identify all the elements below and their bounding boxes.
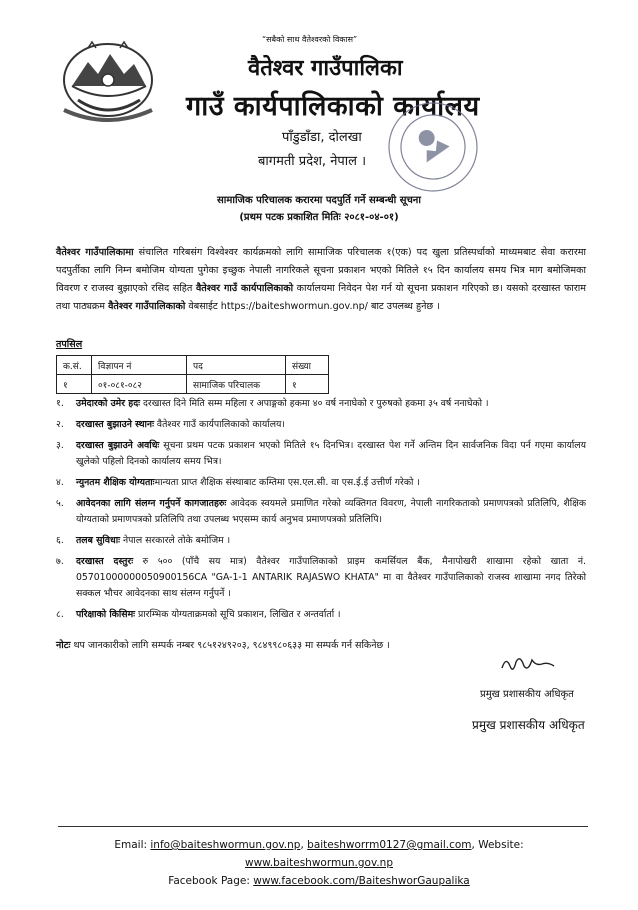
requirements-list <box>56 396 586 628</box>
table-header: विज्ञापन नं <box>92 356 187 375</box>
notice-subtitle: (प्रथम पटक प्रकाशित मितिः २०८१-०४-०१) <box>239 212 399 223</box>
item-label: तलब सुविधाः <box>76 535 121 546</box>
website-link[interactable]: www.baiteshwormun.gov.np <box>244 857 394 869</box>
item-number: ८. <box>56 609 64 620</box>
body-paragraph <box>56 244 586 316</box>
nepal-emblem-icon <box>58 40 158 122</box>
item-label: उमेदारको उमेर हदः <box>76 398 141 409</box>
table-cell: सामाजिक परिचालक <box>187 375 286 394</box>
email-label: Email: <box>114 839 151 851</box>
footer-line-1: Email: info@baiteshwormun.gov.np, baiteshworrm0127@gmail.com, Website: <box>114 839 524 851</box>
facebook-label: Facebook Page: <box>168 875 254 887</box>
list-item <box>56 496 586 528</box>
item-number: ६. <box>56 535 64 546</box>
item-text: रु ५०० (पाँचै सय मात्र) वैतेश्वर गाउँपालिकाको प्राइम कमर्सियल बैंक, मैनापोखरी शाखामा रहेको खाता नं. 05701000000050900156CA "GA-1-1 ANTARIK RAJASWO KHATA" मा वा वैतेश्वर गाउँपालिकाको राजस्व शाखामा नगद तिरेको सक्कल भौचर आवेदनका साथ संलग्न गर्नुपर्ने । <box>76 556 586 599</box>
footer-divider <box>58 826 588 827</box>
table-label: तपसिल <box>56 339 83 350</box>
item-number: २. <box>56 419 64 430</box>
email-link-1[interactable]: info@baiteshwormun.gov.np <box>150 839 301 851</box>
list-item <box>56 475 586 491</box>
office-title: गाउँ कार्यपालिकाको कार्यालय <box>186 91 480 122</box>
note-text: थप जानकारीको लागि सम्पर्क नम्बर ९८५१२४९२०३, ९८४९९८०६३३ मा सम्पर्क गर्न सकिनेछ । <box>70 640 390 651</box>
item-label: दरखास्त दस्तुरः <box>76 556 134 567</box>
address-line-2: बागमती प्रदेश, नेपाल । <box>258 154 367 169</box>
item-text: नेपाल सरकारले तोके बमोजिम । <box>120 535 231 546</box>
table-cell: ०१-०८१-०८२ <box>92 375 187 394</box>
body-office-bold: वैतेश्वर गाउँ कार्यपालिकाको <box>195 283 294 294</box>
signature-icon <box>498 652 558 676</box>
list-item <box>56 607 586 623</box>
facebook-link[interactable]: www.facebook.com/BaiteshworGaupalika <box>253 875 470 887</box>
office-name: वैतेश्वर गाउँपालिका <box>248 56 403 81</box>
item-label: न्युनतम शैक्षिक योग्यताः <box>76 477 155 488</box>
item-text: आवेदक स्वयमले प्रमाणित गरेको व्यक्तिगत विवरण, नेपाली नागरिकताको प्रमाणपत्रको प्रतिलिपि, शैक्षिक योग्यताको प्रमाणपत्रको प्रतिलिपि तथा उपलब्ध भएसम्म कार्य अनुभव प्रमाणपत्रको प्रतिलिपि। <box>76 498 586 525</box>
table-cell: १ <box>286 375 329 394</box>
posts-table <box>56 355 329 394</box>
item-number: ४. <box>56 477 64 488</box>
note-label: नोटः <box>56 640 71 651</box>
item-label: परिक्षाको किसिमः <box>76 609 136 620</box>
footer <box>0 836 638 890</box>
signatory-stamp: प्रमुख प्रशासकीय अधिकृत <box>472 718 585 732</box>
list-item <box>56 396 586 412</box>
note <box>56 638 596 651</box>
item-label: दरखास्त बुझाउने अवधिः <box>76 440 160 451</box>
body-intro-bold: वैतेश्वर गाउँपालिकामा <box>56 247 134 258</box>
website-label: , Website: <box>471 839 524 851</box>
item-text: प्रारम्भिक योग्यताक्रमको सूचि प्रकाशन, लिखित र अन्तर्वार्ता । <box>135 609 341 620</box>
slogan: “सबैको साथ वैतेश्वरको विकास” <box>262 35 358 44</box>
list-item <box>56 554 586 602</box>
item-text: वैतेश्वर गाउँ कार्यपालिकाको कार्यालय। <box>153 419 285 430</box>
item-label: दरखास्त बुझाउने स्थानः <box>76 419 154 430</box>
body-text-2: कार्यालयमा निवेदन पेश गर्न यो सूचना प्रकाशन गरिएको छ। यसको दरखास्त फाराम तथा पाठ्यक्रम <box>56 283 586 312</box>
item-text: सूचना प्रथम पटक प्रकाशन भएको मितिले १५ दिनभित्र। दरखास्त पेश गर्ने अन्तिम दिन सार्वजनिक विदा पर्न गएमा कार्यालय खुलेको पहिलो दिनको कार्यालय समय भित्र। <box>76 440 586 467</box>
table-header: पद <box>187 356 286 375</box>
item-label: आवेदनका लागि संलग्न गर्नुपर्ने कागजातहरुः <box>76 498 227 509</box>
office-stamp-icon <box>384 98 482 196</box>
list-item <box>56 417 586 433</box>
item-number: ७. <box>56 556 64 567</box>
address-line-1: पाँडुडाँडा, दोलखा <box>282 130 362 145</box>
item-text: दरखास्त दिने मिति सम्म महिला र अपाङ्गको हकमा ४० वर्ष ननाघेको र पुरुषको हकमा ३५ वर्ष ननाघेको । <box>140 398 489 409</box>
item-number: ५. <box>56 498 64 509</box>
table-header-row <box>57 356 329 375</box>
footer-line-2 <box>0 854 638 872</box>
item-text: मान्यता प्राप्त शैक्षिक संस्थाबाट कम्तिमा एस.एल.सी. वा एस.ई.ई उत्तीर्ण गरेको । <box>154 477 420 488</box>
body-text-3: वेबसाईट https://baiteshwormun.gov.np/ बाट उपलब्ध हुनेछ । <box>185 301 440 312</box>
footer-line-3 <box>0 872 638 890</box>
body-office-bold-2: वैतेश्वर गाउँपालिकाको <box>108 301 186 312</box>
list-item <box>56 438 586 470</box>
table-cell: १ <box>57 375 92 394</box>
table-header: संख्या <box>286 356 329 375</box>
item-number: १. <box>56 398 64 409</box>
table-header: क.सं. <box>57 356 92 375</box>
signatory-title: प्रमुख प्रशासकीय अधिकृत <box>480 689 574 700</box>
table-row <box>57 375 329 394</box>
list-item <box>56 533 586 549</box>
body-text-1: संचालित गरिबसंग विश्वेश्वर कार्यक्रमको लागि सामाजिक परिचालक १(एक) पद खुला प्रतिस्पर्धाको माध्यमबाट सेवा करारमा पदपुर्तीका लागि निम्न बमोजिम योग्यता पुगेका इच्छुक नेपाली नागरिकले सूचना प्रकाशन भएको मितिले १५ दिन कार्यालय समय भित्र माग बमोजिमका विवरण र राजस्व बुझाएको रसिद सहित <box>56 247 586 294</box>
email-link-2[interactable]: baiteshworrm0127@gmail.com <box>307 839 472 851</box>
item-number: ३. <box>56 440 64 451</box>
notice-title: सामाजिक परिचालक करारमा पदपुर्ति गर्ने सम्बन्धी सूचना <box>217 195 421 206</box>
